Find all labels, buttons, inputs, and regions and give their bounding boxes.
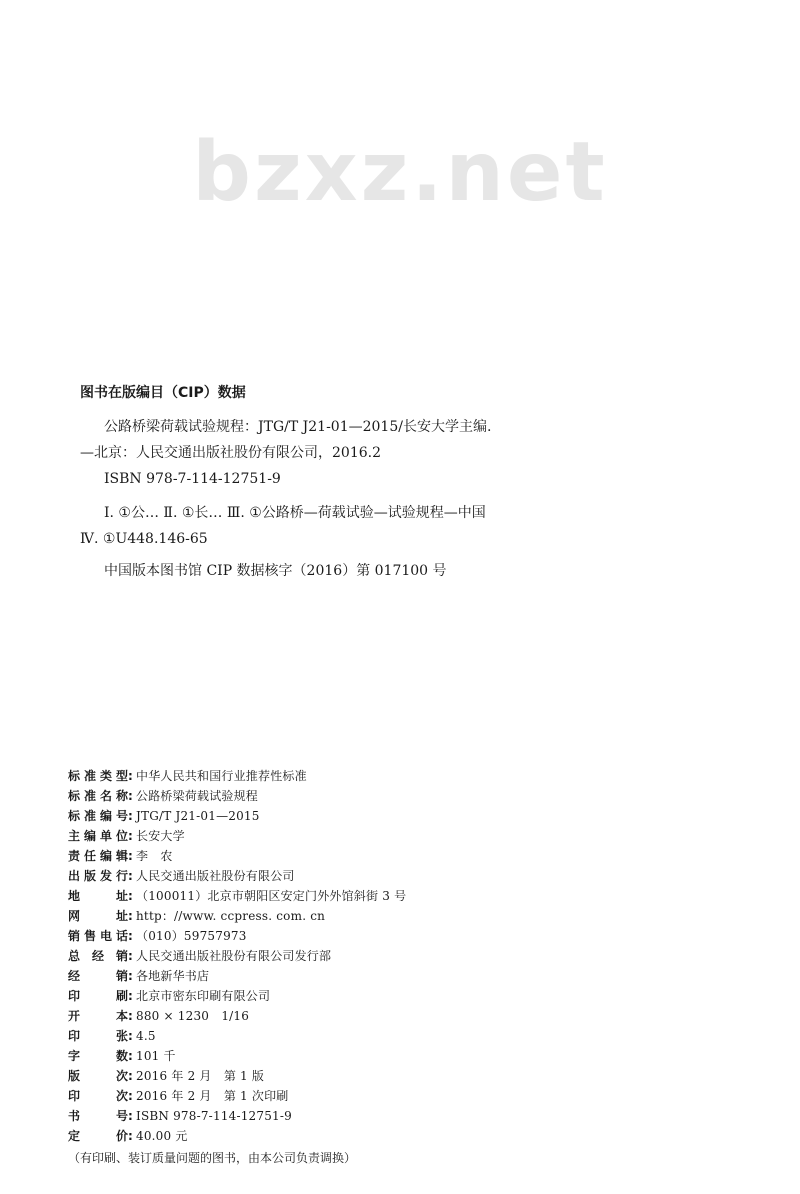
colophon-value: 人民交通出版社股份有限公司发行部: [136, 949, 332, 963]
colophon-value: 4.5: [136, 1029, 156, 1043]
colophon-label: 印次: [68, 1089, 128, 1103]
colophon-label: 印张: [68, 1029, 128, 1043]
colophon-row-website: 网址 : http：//www. ccpress. com. cn: [68, 906, 488, 926]
colophon-value: （010）59757973: [136, 929, 247, 943]
colophon-row-price: 定价 : 40.00 元: [68, 1126, 488, 1146]
colophon-row-standard-type: 标准类型 : 中华人民共和国行业推荐性标准: [68, 766, 488, 786]
colophon-row-standard-name: 标准名称 : 公路桥梁荷载试验规程: [68, 786, 488, 806]
cip-title: 图书在版编目（CIP）数据: [80, 385, 246, 401]
colophon: [68, 766, 488, 1168]
quality-footnote: （有印刷、装订质量问题的图书，由本公司负责调换）: [68, 1151, 357, 1165]
colophon-label: 版次: [68, 1069, 128, 1083]
cip-entry: 公路桥梁荷载试验规程：JTG/T J21-01—2015/长安大学主编. —北京：人民交通出版社股份有限公司，2016.2: [80, 419, 492, 461]
colophon-value: 2016 年 2 月 第 1 版: [136, 1069, 265, 1083]
cip-check-number: 中国版本图书馆 CIP 数据核字（2016）第 017100 号: [104, 563, 447, 579]
colophon-label: 标准名称: [68, 789, 128, 803]
colophon-row-editor-unit: 主编单位 : 长安大学: [68, 826, 488, 846]
colophon-label: 责任编辑: [68, 849, 128, 863]
colophon-value: 各地新华书店: [136, 969, 210, 983]
colophon-value: http：//www. ccpress. com. cn: [136, 909, 326, 923]
colophon-label: 网址: [68, 909, 128, 923]
cip-classification: Ⅰ. ①公… Ⅱ. ①长… Ⅲ. ①公路桥—荷载试验—试验规程—中国 Ⅳ. ①U448.146-65: [80, 505, 486, 547]
colophon-row-printing: 印次 : 2016 年 2 月 第 1 次印刷: [68, 1086, 488, 1106]
colophon-label: 开本: [68, 1009, 128, 1023]
colophon-label: 经销: [68, 969, 128, 983]
colophon-row-word-count: 字数 : 101 千: [68, 1046, 488, 1066]
colophon-row-sales-phone: 销售电话 : （010）59757973: [68, 926, 488, 946]
colophon-label: 定价: [68, 1129, 128, 1143]
watermark: bzxz.net: [192, 125, 608, 220]
colophon-value: 101 千: [136, 1049, 176, 1063]
colophon-label: 销售电话: [68, 929, 128, 943]
colophon-row-general-distributor: 总经销 : 人民交通出版社股份有限公司发行部: [68, 946, 488, 966]
colophon-row-distributor: 经销 : 各地新华书店: [68, 966, 488, 986]
colophon-row-sheets: 印张 : 4.5: [68, 1026, 488, 1046]
colophon-row-format: 开本 : 880 × 1230 1/16: [68, 1006, 488, 1026]
colophon-row-publisher: 出版发行 : 人民交通出版社股份有限公司: [68, 866, 488, 886]
colophon-label: 标准类型: [68, 769, 128, 783]
cip-isbn: ISBN 978-7-114-12751-9: [104, 471, 281, 487]
colophon-label: 书号: [68, 1109, 128, 1123]
colophon-value: 40.00 元: [136, 1129, 188, 1143]
colophon-value: 李 农: [136, 849, 173, 863]
colophon-label: 印刷: [68, 989, 128, 1003]
cip-data-block: [80, 378, 500, 584]
colophon-row-address: 地址 : （100011）北京市朝阳区安定门外外馆斜街 3 号: [68, 886, 488, 906]
colophon-value: 880 × 1230 1/16: [136, 1009, 250, 1023]
colophon-label: 总经销: [68, 949, 128, 963]
colophon-value: 北京市密东印刷有限公司: [136, 989, 271, 1003]
colophon-value: 公路桥梁荷载试验规程: [136, 789, 259, 803]
colophon-row-edition: 版次 : 2016 年 2 月 第 1 版: [68, 1066, 488, 1086]
colophon-value: 2016 年 2 月 第 1 次印刷: [136, 1089, 289, 1103]
colophon-value: 中华人民共和国行业推荐性标准: [136, 769, 307, 783]
colophon-value: （100011）北京市朝阳区安定门外外馆斜街 3 号: [136, 889, 407, 903]
colophon-label: 主编单位: [68, 829, 128, 843]
colophon-value: JTG/T J21-01—2015: [136, 809, 260, 823]
colophon-row-standard-number: 标准编号 : JTG/T J21-01—2015: [68, 806, 488, 826]
colophon-label: 地址: [68, 889, 128, 903]
colophon-label: 字数: [68, 1049, 128, 1063]
colophon-value: ISBN 978-7-114-12751-9: [136, 1109, 292, 1123]
colophon-row-printer: 印刷 : 北京市密东印刷有限公司: [68, 986, 488, 1006]
colophon-label: 标准编号: [68, 809, 128, 823]
colophon-row-book-number: 书号 : ISBN 978-7-114-12751-9: [68, 1106, 488, 1126]
colophon-label: 出版发行: [68, 869, 128, 883]
colophon-row-responsible-editor: 责任编辑 : 李 农: [68, 846, 488, 866]
colophon-value: 人民交通出版社股份有限公司: [136, 869, 295, 883]
colophon-value: 长安大学: [136, 829, 185, 843]
